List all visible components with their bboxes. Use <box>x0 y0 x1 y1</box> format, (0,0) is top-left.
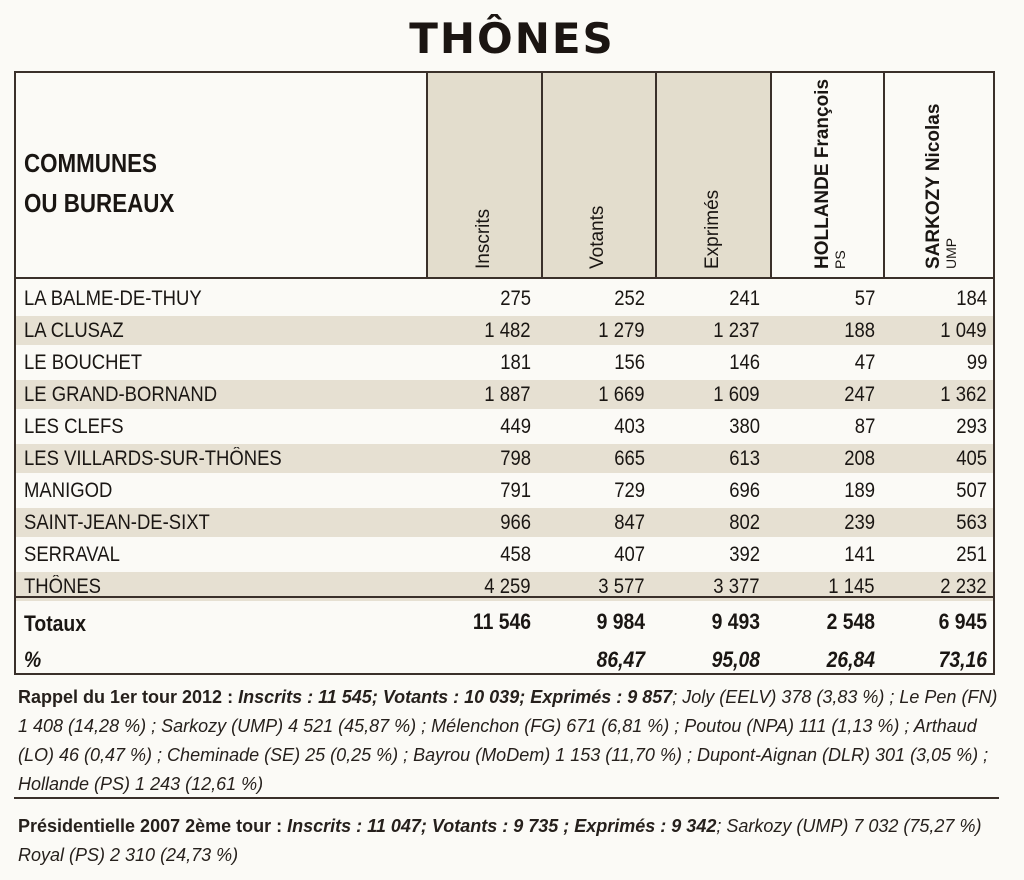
candidate-label <box>923 104 959 269</box>
commune-name: THÔNES <box>24 575 102 598</box>
cell-sarkozy: 251 <box>956 543 987 566</box>
cell-hollande: 189 <box>844 479 875 502</box>
commune-name: LA CLUSAZ <box>24 319 124 342</box>
recap-2007-key-figures: Inscrits : 11 047; Votants : 9 735 ; Exprimés : 9 342 <box>287 816 717 836</box>
cell-votants: 1 279 <box>598 319 645 342</box>
column-label: Exprimés <box>701 189 723 269</box>
commune-name: LES CLEFS <box>24 415 124 438</box>
cell-inscrits: 791 <box>500 479 531 502</box>
cell-hollande: 87 <box>854 415 875 438</box>
candidate-name: SARKOZY Nicolas <box>923 103 944 269</box>
cell-sarkozy: 184 <box>956 287 987 310</box>
table-row <box>16 508 993 537</box>
table-row <box>16 444 993 473</box>
cell-sarkozy: 293 <box>956 415 987 438</box>
totals-label: Totaux <box>24 611 87 636</box>
presidential-2007-recap <box>18 812 998 870</box>
results-table <box>14 71 995 675</box>
table-row <box>16 476 993 505</box>
page-title: THÔNES <box>409 14 615 63</box>
recap-details: ; Joly (EELV) 378 (3,83 %) ; Le Pen (FN) 1 408 (14,28 %) ; Sarkozy (UMP) 4 521 (45,87 %) ; Mélenchon (FG) 671 (6,81 %) ; Poutou (NPA) 111 (1,13 %) ; Arthaud (LO) 46 (0,47 %) ; Cheminade (SE) 25 (0,25 %) ; Bayrou (MoDem) 1 153 (11,70 %) ; Dupont-Aignan (DLR) 301 (3,05 %) ; Hollande (PS) 1 243 (12,61 %) <box>18 687 998 794</box>
cell-exprimes: 3 377 <box>713 575 760 598</box>
commune-name: LES VILLARDS-SUR-THÔNES <box>24 447 282 470</box>
totals-exprimes: 9 493 <box>711 609 760 634</box>
cell-inscrits: 275 <box>500 287 531 310</box>
percent-hollande: 26,84 <box>826 647 875 672</box>
column-header-inscrits <box>426 73 541 277</box>
communes-header-line1: COMMUNES <box>24 148 157 178</box>
candidate-name: HOLLANDE François <box>811 78 833 269</box>
column-label: Votants <box>587 205 608 269</box>
cell-exprimes: 1 609 <box>713 383 760 406</box>
commune-name: LE GRAND-BORNAND <box>24 383 218 406</box>
cell-exprimes: 802 <box>729 511 760 534</box>
recap-2007-lead: Présidentielle 2007 2ème tour : <box>18 816 283 836</box>
table-row <box>16 412 993 441</box>
cell-inscrits: 1 887 <box>484 383 531 406</box>
cell-hollande: 208 <box>844 447 875 470</box>
column-header-sarkozy <box>883 73 993 277</box>
first-round-recap <box>18 683 998 799</box>
communes-header <box>24 143 174 223</box>
cell-inscrits: 181 <box>500 351 531 374</box>
cell-exprimes: 613 <box>729 447 760 470</box>
communes-header-line2: OU BUREAUX <box>24 188 175 218</box>
candidate-party: UMP <box>943 237 959 269</box>
cell-sarkozy: 563 <box>956 511 987 534</box>
cell-sarkozy: 1 362 <box>940 383 987 406</box>
percent-votants: 86,47 <box>596 647 645 672</box>
commune-name: SAINT-JEAN-DE-SIXT <box>24 511 210 534</box>
cell-votants: 403 <box>614 415 645 438</box>
table-row <box>16 348 993 377</box>
commune-name: SERRAVAL <box>24 543 120 566</box>
cell-exprimes: 1 237 <box>713 319 760 342</box>
cell-hollande: 239 <box>844 511 875 534</box>
table-row <box>16 316 993 345</box>
commune-name: MANIGOD <box>24 479 113 502</box>
table-row <box>16 284 993 313</box>
cell-votants: 729 <box>614 479 645 502</box>
cell-inscrits: 798 <box>500 447 531 470</box>
percent-exprimes: 95,08 <box>711 647 760 672</box>
cell-sarkozy: 1 049 <box>940 319 987 342</box>
cell-hollande: 247 <box>844 383 875 406</box>
cell-sarkozy: 405 <box>956 447 987 470</box>
cell-exprimes: 392 <box>729 543 760 566</box>
totals-votants: 9 984 <box>596 609 645 634</box>
candidate-label <box>812 79 848 269</box>
cell-exprimes: 146 <box>729 351 760 374</box>
cell-hollande: 57 <box>854 287 875 310</box>
recap-lead: Rappel du 1er tour 2012 : <box>18 687 234 707</box>
recap-2007-details: ; Sarkozy (UMP) 7 032 (75,27 %) Royal (PS) 2 310 (24,73 %) <box>18 816 982 865</box>
cell-inscrits: 1 482 <box>484 319 531 342</box>
commune-name: LE BOUCHET <box>24 351 143 374</box>
cell-sarkozy: 507 <box>956 479 987 502</box>
column-header-votants <box>541 73 655 277</box>
table-row <box>16 540 993 569</box>
cell-exprimes: 696 <box>729 479 760 502</box>
cell-votants: 156 <box>614 351 645 374</box>
cell-votants: 1 669 <box>598 383 645 406</box>
cell-hollande: 188 <box>844 319 875 342</box>
cell-hollande: 141 <box>844 543 875 566</box>
column-label: Inscrits <box>472 208 494 269</box>
column-header-hollande <box>770 73 883 277</box>
cell-votants: 665 <box>614 447 645 470</box>
table-header <box>16 73 993 279</box>
cell-sarkozy: 2 232 <box>940 575 987 598</box>
percent-label: % <box>24 647 42 672</box>
cell-votants: 407 <box>614 543 645 566</box>
cell-hollande: 1 145 <box>828 575 875 598</box>
cell-inscrits: 449 <box>500 415 531 438</box>
totals-divider <box>16 596 993 598</box>
cell-votants: 3 577 <box>598 575 645 598</box>
cell-inscrits: 966 <box>500 511 531 534</box>
percent-sarkozy: 73,16 <box>938 647 987 672</box>
table-row <box>16 380 993 409</box>
cell-exprimes: 380 <box>729 415 760 438</box>
cell-exprimes: 241 <box>729 287 760 310</box>
candidate-party: PS <box>831 250 848 269</box>
cell-votants: 252 <box>614 287 645 310</box>
cell-hollande: 47 <box>854 351 875 374</box>
cell-inscrits: 458 <box>500 543 531 566</box>
cell-inscrits: 4 259 <box>484 575 531 598</box>
totals-sarkozy: 6 945 <box>938 609 987 634</box>
section-divider <box>14 797 999 799</box>
totals-inscrits: 11 546 <box>472 609 531 634</box>
column-header-exprimes <box>655 73 770 277</box>
cell-votants: 847 <box>614 511 645 534</box>
totals-hollande: 2 548 <box>826 609 875 634</box>
recap-key-figures: Inscrits : 11 545; Votants : 10 039; Exprimés : 9 857 <box>238 687 673 707</box>
commune-name: LA BALME-DE-THUY <box>24 287 202 310</box>
cell-sarkozy: 99 <box>966 351 987 374</box>
